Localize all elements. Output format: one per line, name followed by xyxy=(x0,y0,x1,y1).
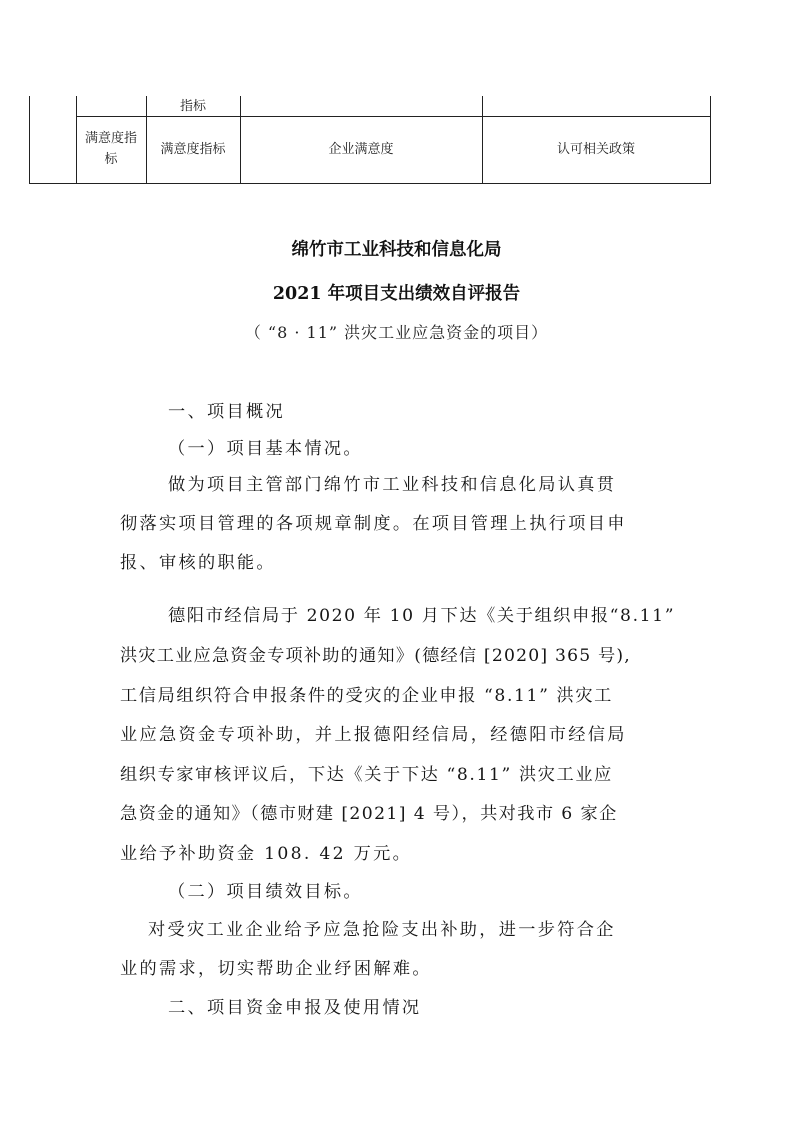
paragraph-line: 组织专家审核评议后，下达《关于下达 “8.11” 洪灾工业应 xyxy=(120,765,613,785)
paragraph-line: 急资金的通知》（德市财建 [2021] 4 号），共对我市 6 家企 xyxy=(120,804,618,824)
table-border-right xyxy=(710,96,711,184)
paragraph-line: 报、审核的职能。 xyxy=(120,553,276,573)
subsection-heading-performance-goals: （二）项目绩效目标。 xyxy=(168,882,363,902)
report-title-line2: 2021 年项目支出绩效自评报告 xyxy=(272,284,521,304)
report-subtitle: （ “8 · 11” 洪灾工业应急资金的项目） xyxy=(244,323,549,342)
paragraph-line: 对受灾工业企业给予应急抢险支出补助，进一步符合企 xyxy=(148,920,616,940)
table-cell-satisfaction-indicator: 满意度指标 xyxy=(84,131,137,167)
paragraph-line: 业给予补助资金 108. 42 万元。 xyxy=(120,844,413,864)
table-border-bottom xyxy=(29,183,711,184)
paragraph-line: 工信局组织符合申报条件的受灾的企业申报 “8.11” 洪灾工 xyxy=(120,686,613,706)
table-divider xyxy=(76,96,77,184)
performance-indicator-table xyxy=(29,96,711,184)
paragraph-line: 德阳市经信局于 2020 年 10 月下达《关于组织申报“8.11” xyxy=(168,606,676,626)
table-cell-enterprise-satisfaction: 企业满意度 xyxy=(328,142,394,157)
paragraph-line: 洪灾工业应急资金专项补助的通知》(德经信 [2020] 365 号), xyxy=(120,646,631,666)
report-title-line1: 绵竹市工业科技和信息化局 xyxy=(291,240,502,260)
paragraph-line: 业的需求，切实帮助企业纾困解难。 xyxy=(120,959,432,979)
table-cell-policy-recognition: 认可相关政策 xyxy=(556,142,635,157)
paragraph-line: 做为项目主管部门绵竹市工业科技和信息化局认真贯 xyxy=(168,475,617,495)
paragraph-line: 业应急资金专项补助，并上报德阳经信局，经德阳市经信局 xyxy=(120,725,627,745)
subsection-heading-basic-info: （一）项目基本情况。 xyxy=(168,439,363,459)
section-heading-overview: 一、项目概况 xyxy=(168,402,285,422)
table-border-left xyxy=(29,96,30,184)
table-cell-satisfaction-subindicator: 满意度指标 xyxy=(160,141,226,157)
section-heading-fund-usage: 二、项目资金申报及使用情况 xyxy=(168,998,422,1018)
table-cell-indicator: 指标 xyxy=(179,98,206,114)
paragraph-line: 彻落实项目管理的各项规章制度。在项目管理上执行项目申 xyxy=(120,514,627,534)
